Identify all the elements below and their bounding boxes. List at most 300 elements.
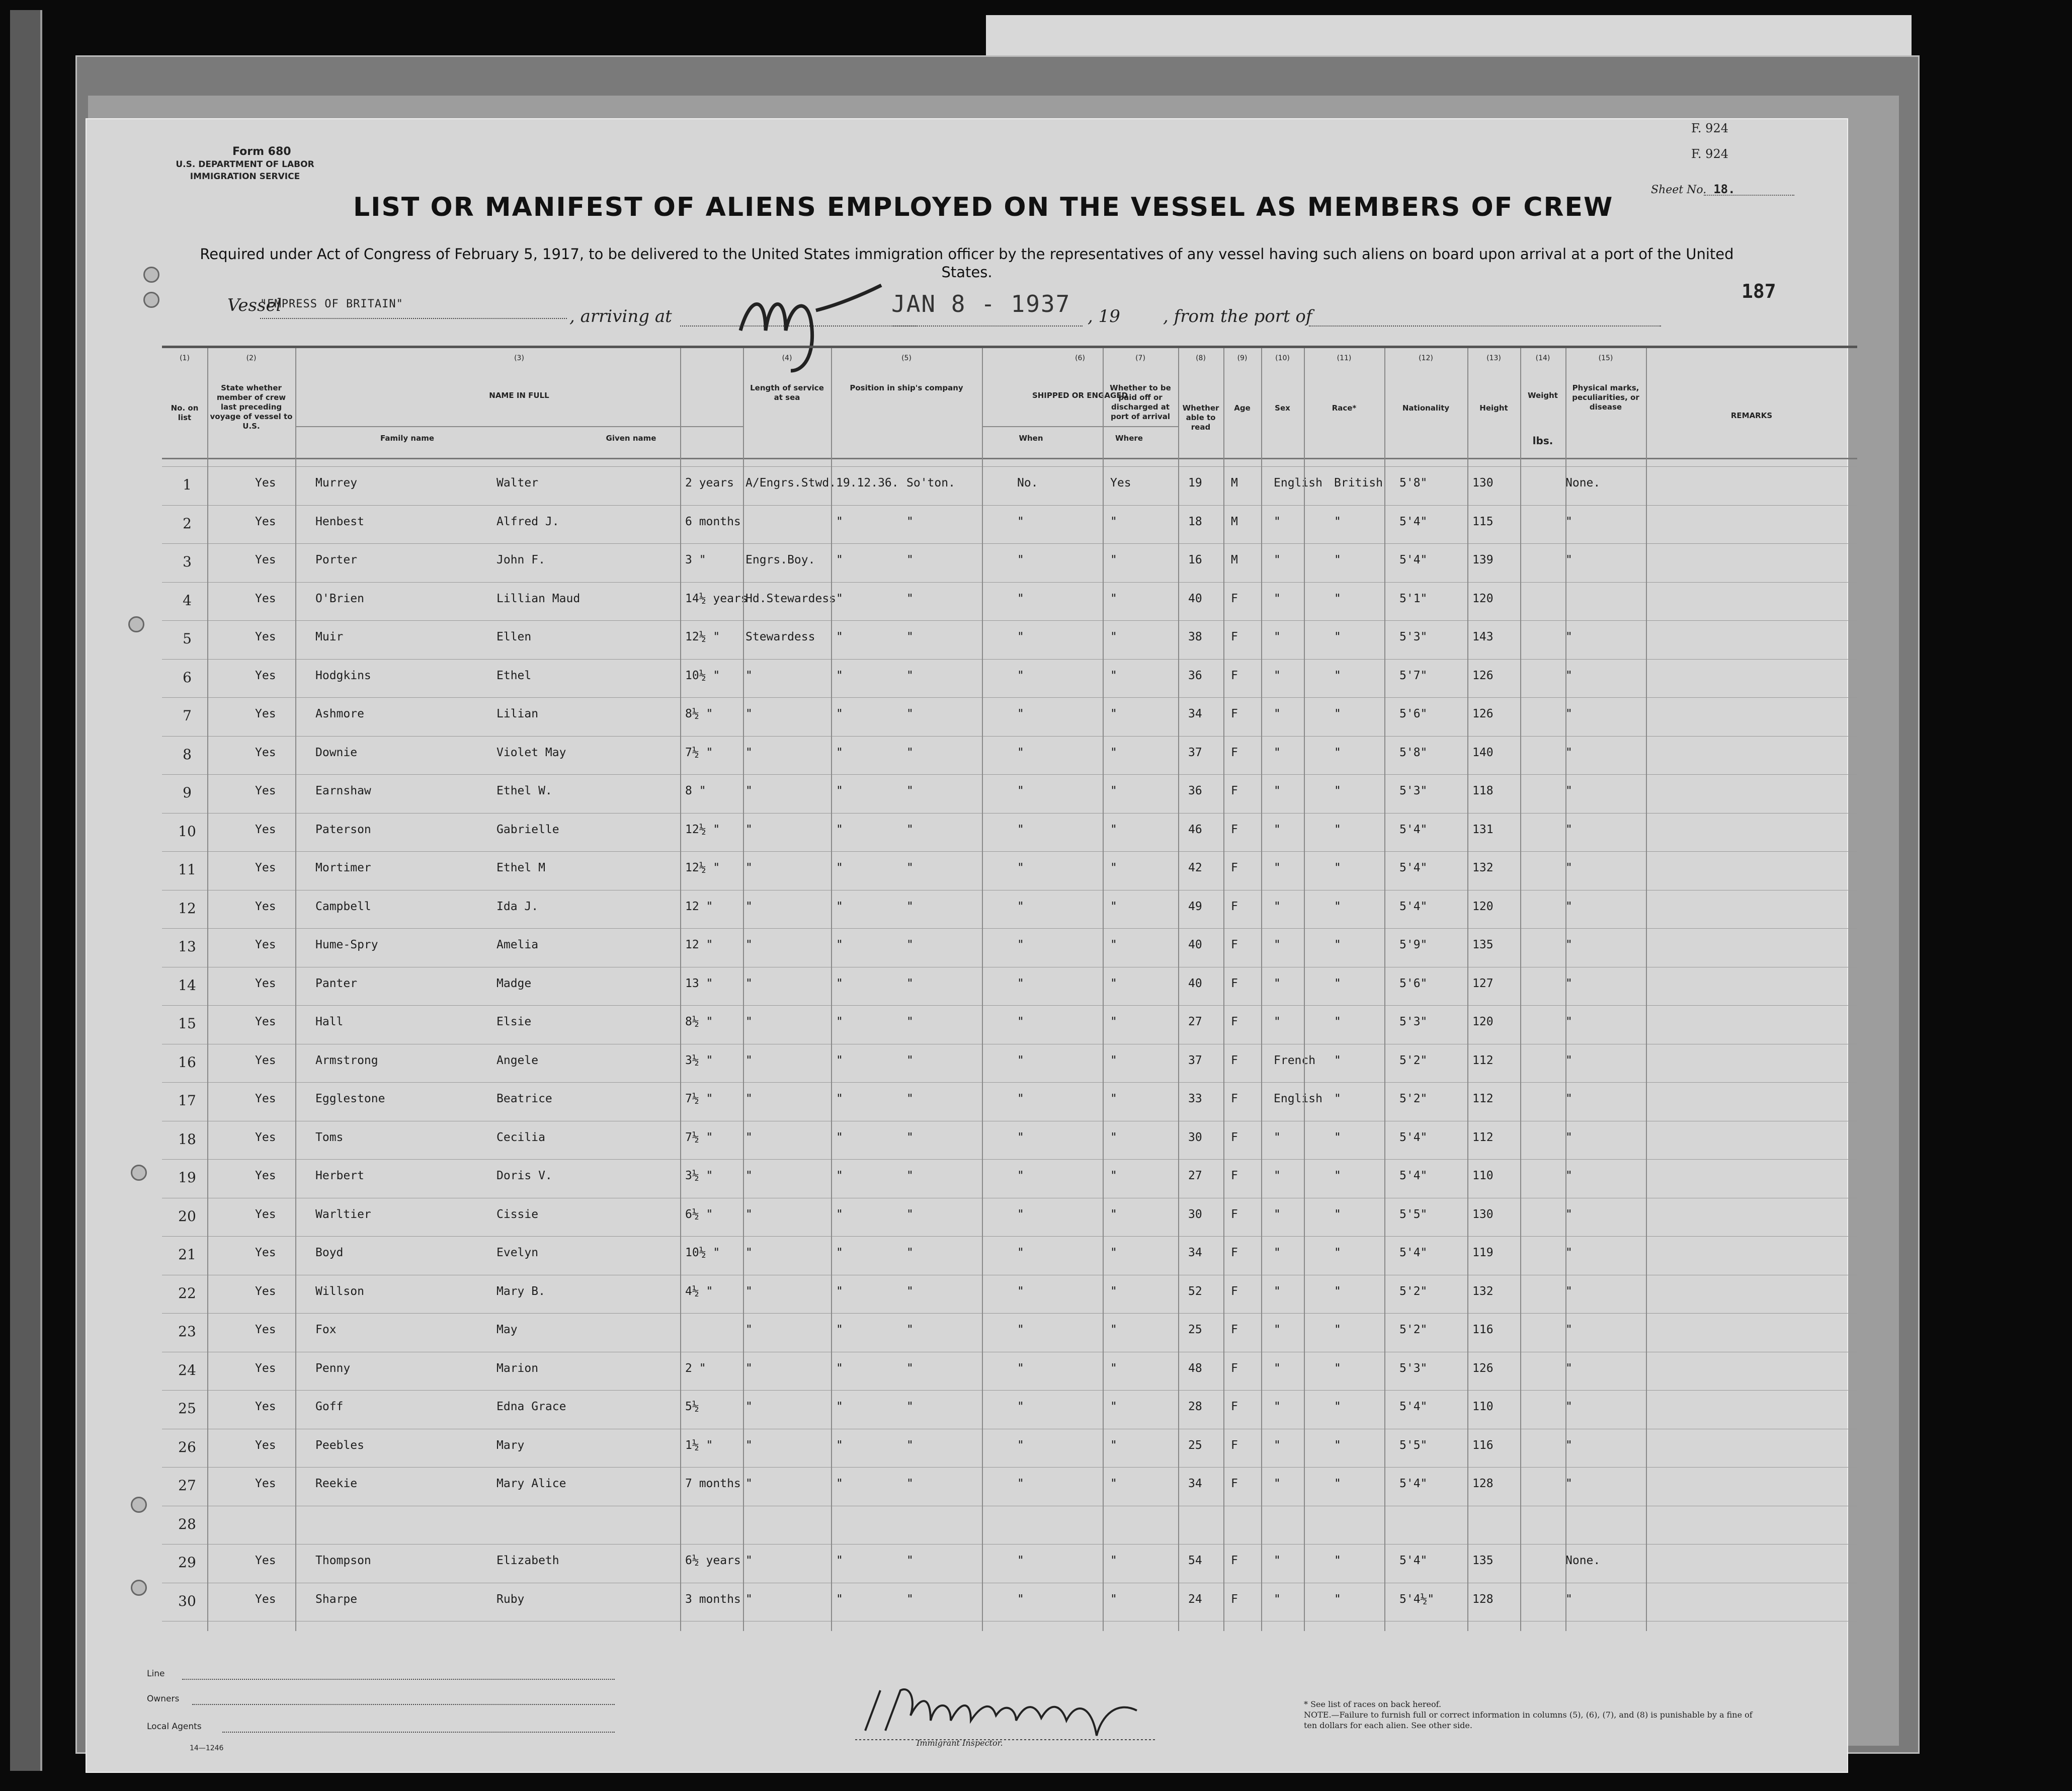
column-header: Nationality [1402, 403, 1450, 413]
cell-where: " [906, 553, 914, 566]
cell-age: 27 [1188, 1015, 1202, 1028]
cell-race: " [1274, 1207, 1281, 1221]
cell-weight: 128 [1472, 1477, 1494, 1490]
cell-family: Toms [315, 1130, 344, 1144]
cell-sex: F [1231, 1169, 1238, 1182]
column-header: REMARKS [1730, 411, 1773, 420]
cell-age: 54 [1188, 1554, 1202, 1567]
cell-height: 5'9" [1399, 938, 1428, 951]
cell-prev: Yes [255, 1092, 276, 1105]
cell-position: " [745, 784, 753, 797]
table-row [162, 1467, 1857, 1506]
column-line [1520, 348, 1521, 1631]
cell-paid: " [1017, 976, 1024, 990]
cell-when: " [836, 1284, 843, 1298]
cell-where: " [906, 784, 914, 797]
cell-when: 19.12.36. [836, 476, 899, 490]
cell-read: " [1110, 1361, 1117, 1375]
cell-prev: Yes [255, 1592, 276, 1606]
table-row [162, 505, 1857, 544]
cell-race: " [1274, 938, 1281, 951]
cell-paid: " [1017, 553, 1024, 566]
cell-family: Campbell [315, 900, 371, 913]
cell-read: " [1110, 669, 1117, 682]
cell-sex: F [1231, 630, 1238, 643]
cell-when: " [836, 1015, 843, 1028]
cell-service: 6½ years [685, 1554, 741, 1567]
column-number: (14) [1535, 354, 1550, 362]
cell-age: 38 [1188, 630, 1202, 643]
cell-height: 5'4" [1399, 1554, 1428, 1567]
cell-marks: " [1565, 861, 1572, 874]
cell-service: 4½ " [685, 1284, 713, 1298]
cell-nat: " [1334, 900, 1341, 913]
cell-when: " [836, 707, 843, 720]
cell-given: Mary [496, 1438, 525, 1452]
cell-height: 5'3" [1399, 784, 1428, 797]
cell-given: Violet May [496, 746, 566, 759]
cell-read: " [1110, 861, 1117, 874]
cell-given: Cissie [496, 1207, 539, 1221]
table-row [162, 1082, 1857, 1121]
cell-given: John F. [496, 553, 545, 566]
cell-position: " [745, 707, 753, 720]
cell-height: 5'8" [1399, 746, 1428, 759]
cell-prev: Yes [255, 1284, 276, 1298]
cell-when: " [836, 784, 843, 797]
cell-sex: F [1231, 784, 1238, 797]
cell-where: " [906, 938, 914, 951]
cell-where: " [906, 1092, 914, 1105]
cell-where: " [906, 1284, 914, 1298]
column-header: Physical marks, peculiarities, or disease [1572, 383, 1639, 412]
table-row [162, 1121, 1857, 1160]
line-label: Line [147, 1669, 165, 1679]
cell-age: 46 [1188, 823, 1202, 836]
column-line [1467, 348, 1468, 1631]
cell-age: 19 [1188, 476, 1202, 490]
cell-paid: " [1017, 746, 1024, 759]
binder-hole [128, 616, 144, 632]
cell-prev: Yes [255, 1015, 276, 1028]
cell-position: A/Engrs.Stwd. [745, 476, 837, 490]
column-header: SHIPPED OR ENGAGED [1032, 391, 1128, 400]
cell-nat: " [1334, 1246, 1341, 1259]
form-department [164, 158, 325, 183]
cell-marks: " [1565, 1323, 1572, 1336]
cell-weight: 116 [1472, 1323, 1494, 1336]
cell-weight: 112 [1472, 1092, 1494, 1105]
row-number: 16 [178, 1053, 196, 1071]
cell-given: Madge [496, 976, 532, 990]
cell-when: " [836, 515, 843, 528]
cell-nat: " [1334, 630, 1341, 643]
cell-when: " [836, 1092, 843, 1105]
cell-race: French [1274, 1053, 1316, 1067]
cell-paid: " [1017, 1015, 1024, 1028]
cell-family: Muir [315, 630, 344, 643]
cell-read: " [1110, 938, 1117, 951]
table-row [162, 620, 1857, 660]
cell-service: 8 " [685, 784, 706, 797]
sheet-number-value: 18. [1713, 182, 1735, 196]
service-name: IMMIGRATION SERVICE [190, 172, 300, 182]
row-number: 1 [183, 476, 192, 493]
cell-sex: F [1231, 746, 1238, 759]
cell-weight: 135 [1472, 1554, 1494, 1567]
cell-marks: " [1565, 669, 1572, 682]
column-number: (8) [1196, 354, 1206, 362]
cell-family: Porter [315, 553, 358, 566]
cell-weight: 140 [1472, 746, 1494, 759]
column-number: (6) [1075, 354, 1085, 362]
binder-hole [131, 1165, 147, 1181]
cell-family: Murrey [315, 476, 358, 490]
cell-prev: Yes [255, 784, 276, 797]
cell-read: " [1110, 1246, 1117, 1259]
cell-weight: 116 [1472, 1438, 1494, 1452]
row-number: 21 [178, 1246, 196, 1263]
cell-position: " [745, 938, 753, 951]
cell-nat: " [1334, 1477, 1341, 1490]
cell-age: 25 [1188, 1438, 1202, 1452]
cell-prev: Yes [255, 1207, 276, 1221]
row-number: 30 [178, 1592, 196, 1609]
cell-position: " [745, 1130, 753, 1144]
cell-position: " [745, 1246, 753, 1259]
cell-weight: 110 [1472, 1169, 1494, 1182]
footnote-races: * See list of races on back hereof. [1304, 1699, 1442, 1709]
cell-position: " [745, 1400, 753, 1413]
cell-weight: 128 [1472, 1592, 1494, 1606]
cell-position: " [745, 900, 753, 913]
cell-nat: " [1334, 938, 1341, 951]
cell-when: " [836, 1053, 843, 1067]
cell-when: " [836, 1438, 843, 1452]
cell-position: " [745, 1592, 753, 1606]
cell-where: " [906, 1323, 914, 1336]
table-row [162, 813, 1857, 852]
cell-read: " [1110, 592, 1117, 605]
cell-given: Ethel W. [496, 784, 552, 797]
cell-marks: " [1565, 976, 1572, 990]
cell-family: Henbest [315, 515, 364, 528]
cell-age: 24 [1188, 1592, 1202, 1606]
cell-family: Hall [315, 1015, 344, 1028]
cell-prev: Yes [255, 976, 276, 990]
cell-height: 5'4" [1399, 1130, 1428, 1144]
cell-height: 5'3" [1399, 1015, 1428, 1028]
cell-weight: 126 [1472, 1361, 1494, 1375]
cell-height: 5'1" [1399, 592, 1428, 605]
subheader-divider [982, 426, 1178, 427]
column-header: Whether to be paid off or discharged at port of arrival [1110, 383, 1171, 421]
cell-when: " [836, 1477, 843, 1490]
cell-nat: " [1334, 823, 1341, 836]
footnote [1304, 1699, 1757, 1731]
cell-service: 3 " [685, 553, 706, 566]
cell-height: 5'3" [1399, 630, 1428, 643]
cell-family: Egglestone [315, 1092, 385, 1105]
column-line [982, 348, 983, 1631]
cell-age: 36 [1188, 669, 1202, 682]
inspector-signature [855, 1680, 1248, 1746]
cell-height: 5'2" [1399, 1053, 1428, 1067]
cell-when: " [836, 1130, 843, 1144]
cell-family: Willson [315, 1284, 364, 1298]
cell-height: 5'6" [1399, 976, 1428, 990]
cell-paid: " [1017, 1284, 1024, 1298]
cell-nat: " [1334, 1207, 1341, 1221]
cell-race: " [1274, 1015, 1281, 1028]
column-subheader: Where [1115, 434, 1143, 443]
cell-given: Ida J. [496, 900, 539, 913]
cell-height: 5'4½" [1399, 1592, 1435, 1606]
cell-sex: F [1231, 707, 1238, 720]
column-line [831, 348, 832, 1631]
cell-when: " [836, 1207, 843, 1221]
cell-nat: " [1334, 784, 1341, 797]
column-subheader: When [1019, 434, 1043, 443]
cell-when: " [836, 746, 843, 759]
cell-race: " [1274, 1246, 1281, 1259]
cell-given: Mary B. [496, 1284, 545, 1298]
row-number: 20 [178, 1207, 196, 1225]
column-number: (9) [1237, 354, 1248, 362]
cell-height: 5'8" [1399, 476, 1428, 490]
cell-marks: None. [1565, 476, 1601, 490]
cell-given: Ellen [496, 630, 532, 643]
cell-position: " [745, 1361, 753, 1375]
cell-race: " [1274, 707, 1281, 720]
cell-prev: Yes [255, 1169, 276, 1182]
cell-service: 7 months [685, 1477, 741, 1490]
column-line [1304, 348, 1305, 1631]
cell-race: " [1274, 746, 1281, 759]
cell-given: Gabrielle [496, 823, 559, 836]
cell-marks: " [1565, 1592, 1572, 1606]
cell-paid: " [1017, 669, 1024, 682]
cell-service: 12½ " [685, 823, 720, 836]
table-row [162, 736, 1857, 775]
cell-weight: 130 [1472, 476, 1494, 490]
cell-paid: " [1017, 515, 1024, 528]
cell-age: 37 [1188, 1053, 1202, 1067]
cell-service: 12 " [685, 938, 713, 951]
cell-weight: 119 [1472, 1246, 1494, 1259]
cell-service: 5½ [685, 1400, 699, 1413]
column-header: Race* [1332, 403, 1357, 413]
cell-family: Earnshaw [315, 784, 371, 797]
row-number: 25 [178, 1400, 196, 1417]
cell-marks: " [1565, 630, 1572, 643]
cell-nat: " [1334, 861, 1341, 874]
table-row [162, 851, 1857, 890]
cell-paid: " [1017, 1323, 1024, 1336]
cell-age: 42 [1188, 861, 1202, 874]
cell-position: Engrs.Boy. [745, 553, 815, 566]
cell-service: 8½ " [685, 707, 713, 720]
cell-race: " [1274, 1438, 1281, 1452]
sheet-number-underline [1704, 195, 1794, 196]
cell-given: Elsie [496, 1015, 532, 1028]
cell-marks: " [1565, 938, 1572, 951]
cell-prev: Yes [255, 669, 276, 682]
cell-weight: 131 [1472, 823, 1494, 836]
cell-marks: " [1565, 746, 1572, 759]
cell-marks: " [1565, 553, 1572, 566]
column-header: Position in ship's company [850, 383, 963, 392]
cell-nat: " [1334, 1092, 1341, 1105]
date-stamp: JAN 8 - 1937 [891, 290, 1071, 317]
row-number: 7 [183, 707, 192, 724]
row-number: 10 [178, 823, 196, 840]
cell-marks: " [1565, 1130, 1572, 1144]
column-header: NAME IN FULL [489, 391, 549, 400]
table-row [162, 1506, 1857, 1545]
table-row [162, 774, 1857, 813]
column-line [1261, 348, 1262, 1631]
cell-position: " [745, 1092, 753, 1105]
cell-when: " [836, 630, 843, 643]
column-line [295, 348, 296, 1631]
cell-sex: F [1231, 1015, 1238, 1028]
row-number: 5 [183, 630, 192, 647]
cell-family: Warltier [315, 1207, 371, 1221]
table-row [162, 928, 1857, 967]
cell-when: " [836, 1400, 843, 1413]
cell-read: " [1110, 900, 1117, 913]
column-header: Age [1234, 403, 1251, 413]
cell-marks: " [1565, 1246, 1572, 1259]
cell-read: " [1110, 630, 1117, 643]
cell-nat: " [1334, 553, 1341, 566]
column-subheader: Given name [606, 434, 656, 443]
cell-nat: " [1334, 1361, 1341, 1375]
cell-position: " [745, 823, 753, 836]
cell-service: 6 months [685, 515, 741, 528]
cell-given: Lilian [496, 707, 539, 720]
cell-position: " [745, 1554, 753, 1567]
sheet-number-label: Sheet No. [1651, 184, 1707, 196]
cell-marks: " [1565, 1438, 1572, 1452]
column-number: (15) [1598, 354, 1613, 362]
cell-height: 5'4" [1399, 861, 1428, 874]
cell-weight: 120 [1472, 1015, 1494, 1028]
row-number: 24 [178, 1361, 196, 1378]
column-header: Weight [1528, 391, 1558, 400]
row-number: 22 [178, 1284, 196, 1301]
cell-read: " [1110, 1284, 1117, 1298]
column-line [1384, 348, 1385, 1631]
cell-prev: Yes [255, 707, 276, 720]
cell-nat: " [1334, 592, 1341, 605]
cell-read: " [1110, 823, 1117, 836]
cell-sex: F [1231, 1053, 1238, 1067]
cell-prev: Yes [255, 1053, 276, 1067]
cell-sex: F [1231, 1284, 1238, 1298]
table-row [162, 967, 1857, 1006]
cell-paid: " [1017, 1477, 1024, 1490]
cell-weight: 127 [1472, 976, 1494, 990]
column-header: Length of service at sea [750, 383, 824, 402]
cell-given: Mary Alice [496, 1477, 566, 1490]
cell-marks: " [1565, 515, 1572, 528]
year-label: , 19 [1088, 306, 1120, 327]
cell-age: 30 [1188, 1207, 1202, 1221]
sheet-number [1651, 182, 1735, 196]
cell-read: " [1110, 1323, 1117, 1336]
manifest-sheet [86, 118, 1848, 1773]
cell-where: " [906, 900, 914, 913]
column-header: Whether able to read [1182, 403, 1219, 432]
owners-underline [192, 1704, 615, 1705]
cell-position: " [745, 1169, 753, 1182]
cell-service: 8½ " [685, 1015, 713, 1028]
cell-height: 5'2" [1399, 1323, 1428, 1336]
cell-position: " [745, 669, 753, 682]
cell-when: " [836, 823, 843, 836]
column-number: (5) [901, 354, 911, 362]
cell-read: Yes [1110, 476, 1131, 490]
row-number: 26 [178, 1438, 196, 1455]
cell-age: 36 [1188, 784, 1202, 797]
cell-nat: " [1334, 1438, 1341, 1452]
cell-height: 5'3" [1399, 1361, 1428, 1375]
cell-race: English [1274, 1092, 1322, 1105]
cell-sex: F [1231, 1246, 1238, 1259]
cell-prev: Yes [255, 900, 276, 913]
cell-read: " [1110, 1554, 1117, 1567]
table-row [162, 1352, 1857, 1391]
table-row [162, 1044, 1857, 1083]
cell-prev: Yes [255, 1477, 276, 1490]
cell-sex: F [1231, 1400, 1238, 1413]
cell-given: Lillian Maud [496, 592, 581, 605]
table-row [162, 1429, 1857, 1468]
cell-paid: " [1017, 861, 1024, 874]
cell-marks: " [1565, 1207, 1572, 1221]
cell-prev: Yes [255, 1438, 276, 1452]
cell-nat: " [1334, 1323, 1341, 1336]
cell-race: " [1274, 1477, 1281, 1490]
cell-age: 52 [1188, 1284, 1202, 1298]
cell-age: 34 [1188, 1246, 1202, 1259]
cell-where: " [906, 746, 914, 759]
cell-position: Stewardess [745, 630, 815, 643]
cell-when: " [836, 1169, 843, 1182]
cell-read: " [1110, 1092, 1117, 1105]
cell-race: " [1274, 823, 1281, 836]
cell-where: " [906, 630, 914, 643]
table-row [162, 1275, 1857, 1314]
cell-family: Hume-Spry [315, 938, 378, 951]
cell-family: Boyd [315, 1246, 344, 1259]
cell-given: Edna Grace [496, 1400, 566, 1413]
cell-height: 5'2" [1399, 1092, 1428, 1105]
cell-race: " [1274, 900, 1281, 913]
cell-nat: " [1334, 1554, 1341, 1567]
column-header: No. on list [171, 403, 199, 422]
cell-service: 2 " [685, 1361, 706, 1375]
row-number: 4 [183, 592, 192, 609]
cell-prev: Yes [255, 861, 276, 874]
cell-family: Mortimer [315, 861, 371, 874]
cell-race: " [1274, 1323, 1281, 1336]
cell-race: " [1274, 630, 1281, 643]
binder-hole [143, 267, 159, 283]
cell-read: " [1110, 1169, 1117, 1182]
